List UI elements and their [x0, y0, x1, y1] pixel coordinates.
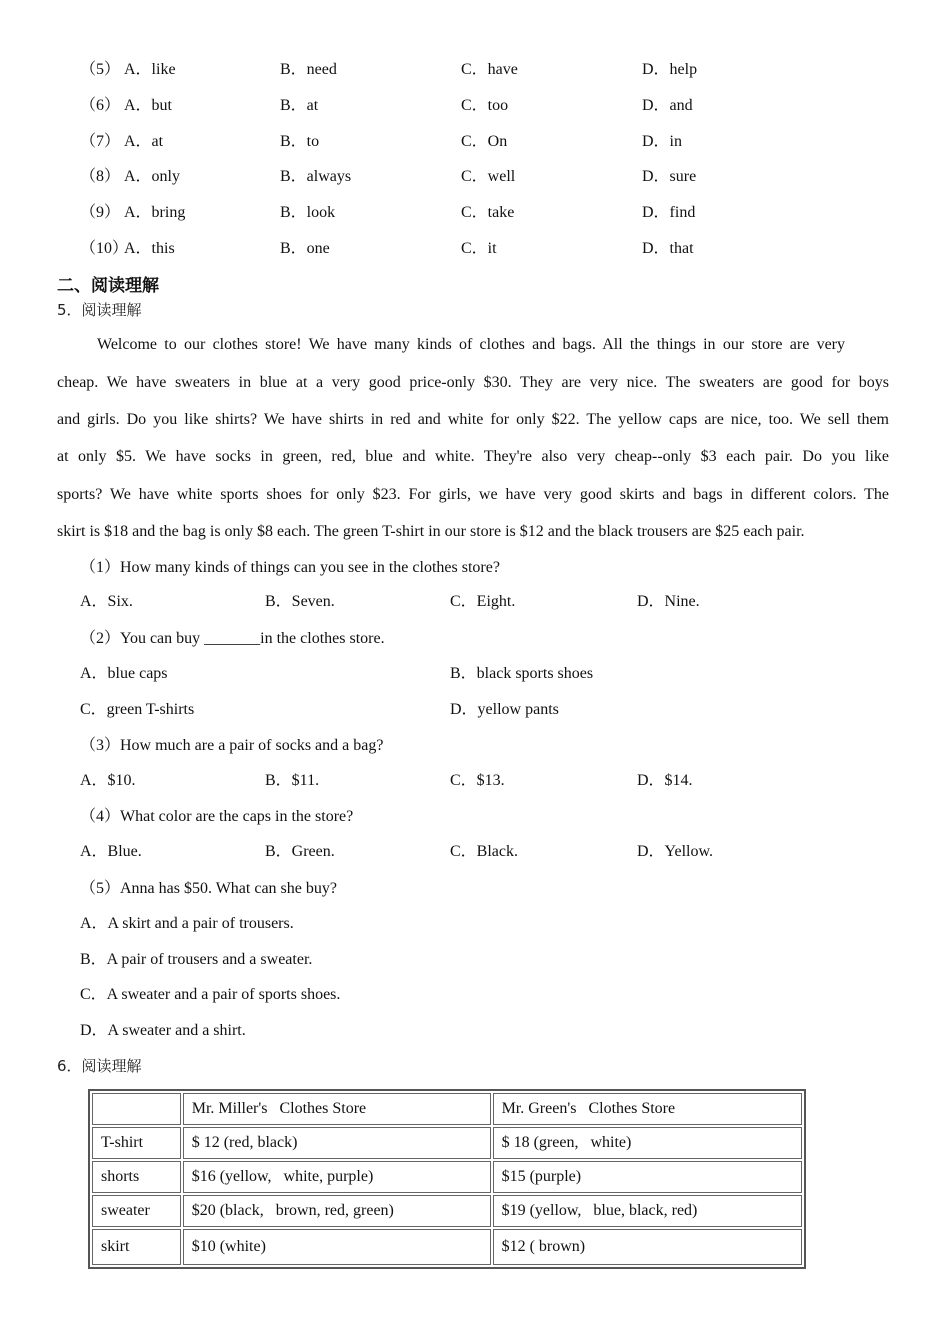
table-header-row [92, 1093, 802, 1125]
option-d: D．find [642, 204, 696, 221]
passage-line: skirt is $18 and the bag is only $8 each. The green T-shirt in our store is $12 and the black trousers are $25 each pair. [57, 523, 805, 540]
table-row [92, 1195, 802, 1227]
option-a: A．but [124, 97, 173, 114]
table-cell: $ 12 (red, black) [183, 1127, 491, 1159]
answer-option: D．Nine. [637, 593, 700, 610]
question-number: （9） [80, 204, 121, 221]
question-stem: （3）How much are a pair of socks and a bag? [80, 737, 384, 754]
option-c: C．it [461, 240, 497, 257]
option-c: C．well [461, 168, 516, 185]
option-b: B．always [280, 168, 352, 185]
option-b: B．at [280, 97, 319, 114]
option-a: A．at [124, 133, 164, 150]
passage-line: Welcome to our clothes store! We have many kinds of clothes and bags. All the things in our store are very [97, 336, 845, 353]
option-a: A．bring [124, 204, 186, 221]
question-number: （8） [80, 168, 121, 185]
table-row [92, 1161, 802, 1193]
answer-option: C．$13. [450, 772, 505, 789]
table-cell: $16 (yellow, white, purple) [183, 1161, 491, 1193]
option-c: C．take [461, 204, 515, 221]
answer-option: D．A sweater and a shirt. [80, 1022, 246, 1039]
question-number: （10） [80, 240, 129, 257]
option-d: D．and [642, 97, 693, 114]
answer-option: A．blue caps [80, 665, 168, 682]
answer-option: A．A skirt and a pair of trousers. [80, 915, 294, 932]
option-d: D．sure [642, 168, 697, 185]
option-d: D．that [642, 240, 694, 257]
question-number: （6） [80, 97, 121, 114]
answer-option: A．$10. [80, 772, 136, 789]
table-cell: $ 18 (green, white) [493, 1127, 802, 1159]
answer-option: D．yellow pants [450, 701, 559, 718]
table-cell: $19 (yellow, blue, black, red) [493, 1195, 802, 1227]
question-stem: （2）You can buy _______in the clothes store. [80, 630, 385, 647]
passage-line: cheap. We have sweaters in blue at a very good price-only $30. They are very nice. The sweaters are good for boys [57, 374, 889, 391]
price-comparison-table [88, 1089, 806, 1269]
answer-option: D．Yellow. [637, 843, 714, 860]
table-row [92, 1229, 802, 1265]
option-b: B．one [280, 240, 330, 257]
table-header-cell: Mr. Miller's Clothes Store [183, 1093, 491, 1125]
question-stem: （1）How many kinds of things can you see in the clothes store? [80, 559, 500, 576]
answer-option: A．Blue. [80, 843, 142, 860]
option-b: B．to [280, 133, 320, 150]
section-heading: 二、阅读理解 [57, 276, 159, 296]
answer-option: C．green T-shirts [80, 701, 195, 718]
answer-option: B．A pair of trousers and a sweater. [80, 951, 313, 968]
question-label: 5．阅读理解 [57, 301, 142, 319]
answer-option: A．Six. [80, 593, 133, 610]
table-header-cell: Mr. Green's Clothes Store [493, 1093, 802, 1125]
passage-line: and girls. Do you like shirts? We have shirts in red and white for only $22. The yellow caps are nice, too. We sell them [57, 411, 889, 428]
table-cell: $12 ( brown) [493, 1229, 802, 1265]
answer-option: C．A sweater and a pair of sports shoes. [80, 986, 341, 1003]
option-b: B．need [280, 61, 337, 78]
option-a: A．like [124, 61, 176, 78]
table-cell: T-shirt [92, 1127, 181, 1159]
option-b: B．look [280, 204, 336, 221]
question-number: （5） [80, 61, 121, 78]
table-header-cell [92, 1093, 181, 1125]
question-number: （7） [80, 133, 121, 150]
answer-option: B．Green. [265, 843, 335, 860]
table-row [92, 1127, 802, 1159]
table-cell: sweater [92, 1195, 181, 1227]
answer-option: B．black sports shoes [450, 665, 594, 682]
answer-option: C．Eight. [450, 593, 516, 610]
option-a: A．only [124, 168, 181, 185]
option-d: D．help [642, 61, 698, 78]
question-stem: （4）What color are the caps in the store? [80, 808, 354, 825]
answer-option: D．$14. [637, 772, 693, 789]
answer-option: B．Seven. [265, 593, 335, 610]
table-cell: $15 (purple) [493, 1161, 802, 1193]
option-c: C．On [461, 133, 508, 150]
option-c: C．have [461, 61, 518, 78]
passage-line: sports? We have white sports shoes for only $23. For girls, we have very good skirts and bags in different colors. The [57, 486, 889, 503]
question-label: 6．阅读理解 [57, 1057, 142, 1075]
question-stem: （5）Anna has $50. What can she buy? [80, 880, 337, 897]
answer-option: B．$11. [265, 772, 320, 789]
option-c: C．too [461, 97, 509, 114]
table-cell: skirt [92, 1229, 181, 1265]
table-cell: $20 (black, brown, red, green) [183, 1195, 491, 1227]
option-d: D．in [642, 133, 683, 150]
table-cell: shorts [92, 1161, 181, 1193]
passage-line: at only $5. We have socks in green, red, blue and white. They're also very cheap--only $3 each pair. Do you like [57, 448, 889, 465]
option-a: A．this [124, 240, 175, 257]
answer-option: C．Black. [450, 843, 518, 860]
table-cell: $10 (white) [183, 1229, 491, 1265]
